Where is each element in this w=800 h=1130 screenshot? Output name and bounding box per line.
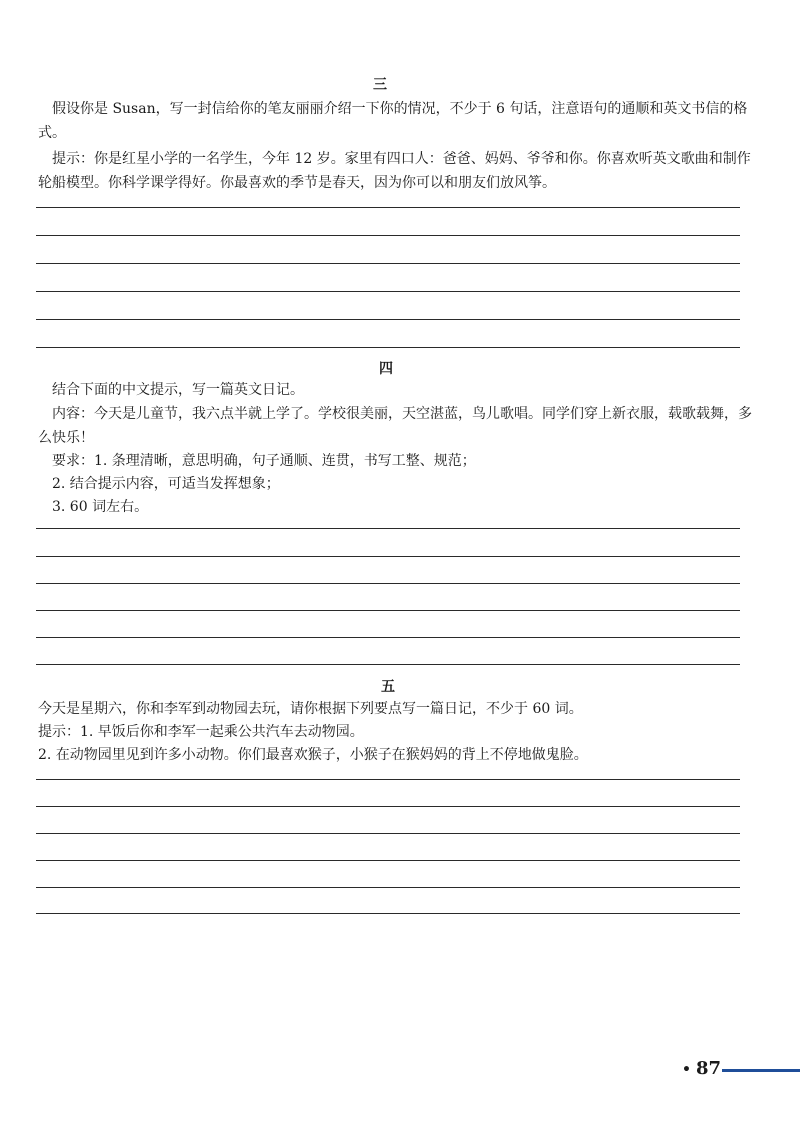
writing-line [36, 235, 740, 236]
section-4-instruction: 结合下面的中文提示，写一篇英文日记。 [52, 382, 304, 398]
writing-line [36, 833, 740, 834]
section-number-5: 五 [381, 679, 395, 695]
section-3-instruction: 假设你是 Susan，写一封信给你的笔友丽丽介绍一下你的情况，不少于 6 句话，注意语句的通顺和英文书信的格式。 [38, 101, 748, 141]
writing-line [36, 664, 740, 665]
writing-line [36, 207, 740, 208]
section-number-4: 四 [379, 361, 393, 377]
page-number-rule [722, 1069, 800, 1072]
page-bullet: • [682, 1062, 691, 1078]
writing-line [36, 610, 740, 611]
section-4-requirement-1: 要求：1. 条理清晰，意思明确，句子通顺、连贯，书写工整、规范； [52, 453, 476, 469]
writing-line [36, 779, 740, 780]
writing-line [36, 263, 740, 264]
section-4-content: 内容：今天是儿童节，我六点半就上学了。学校很美丽，天空湛蓝，鸟儿歌唱。同学们穿上新衣服，载歌载舞，多么快乐！ [38, 406, 752, 446]
writing-line [36, 528, 740, 529]
writing-line [36, 887, 740, 888]
writing-line [36, 319, 740, 320]
section-number-3: 三 [373, 77, 387, 93]
writing-line [36, 556, 740, 557]
writing-line [36, 583, 740, 584]
writing-line [36, 860, 740, 861]
section-5-instruction: 今天是星期六，你和李军到动物园去玩，请你根据下列要点写一篇日记，不少于 60 词。 [38, 701, 583, 717]
writing-line [36, 291, 740, 292]
section-3-hint: 提示：你是红星小学的一名学生，今年 12 岁。家里有四口人：爸爸、妈妈、爷爷和你。你喜欢听英文歌曲和制作轮船模型。你科学课学得好。你最喜欢的季节是春天，因为你可以和朋友们放风筝。 [38, 151, 751, 191]
section-5-hint-2: 2. 在动物园里见到许多小动物。你们最喜欢猴子，小猴子在猴妈妈的背上不停地做鬼脸。 [38, 747, 588, 763]
section-4-requirement-3: 3. 60 词左右。 [52, 499, 149, 515]
writing-line [36, 637, 740, 638]
page-number: 87 [696, 1058, 722, 1079]
section-4-requirement-2: 2. 结合提示内容，可适当发挥想象； [52, 476, 280, 492]
section-5-hint-1: 提示：1. 早饭后你和李军一起乘公共汽车去动物园。 [38, 724, 364, 740]
writing-line [36, 806, 740, 807]
writing-line [36, 913, 740, 914]
page-footer [682, 1058, 800, 1082]
writing-line [36, 347, 740, 348]
